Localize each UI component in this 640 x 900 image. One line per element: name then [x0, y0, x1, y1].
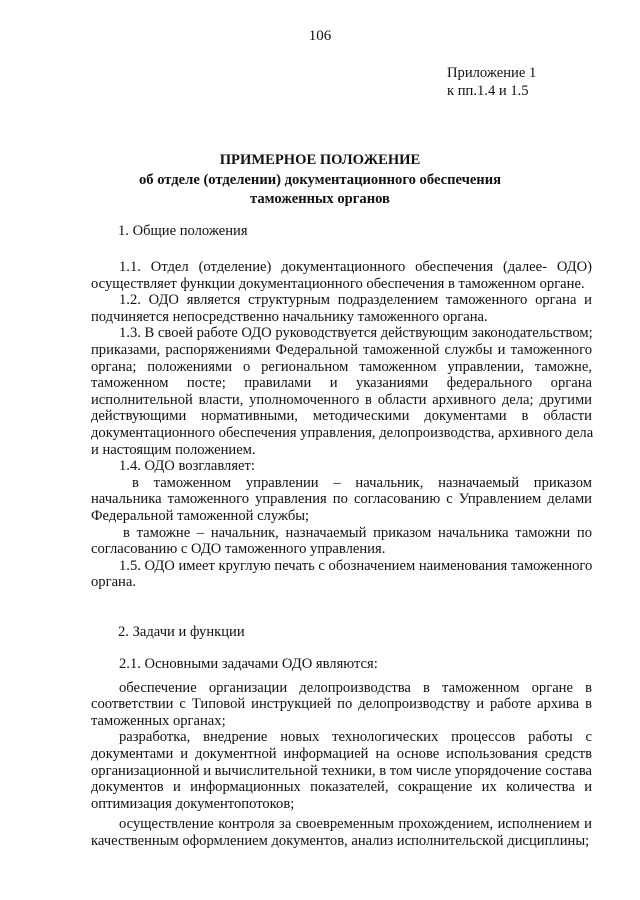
section-1-heading: 1. Общие положения	[118, 223, 248, 239]
paragraph	[91, 656, 592, 673]
paragraph	[91, 292, 592, 325]
section-2-heading: 2. Задачи и функции	[118, 624, 245, 640]
text-line: органа.	[91, 574, 136, 591]
text-line: осуществление контроля за своевременным прохождением, исполнением и	[119, 816, 592, 833]
paragraph	[91, 325, 592, 458]
text-line: 1.4. ОДО возглавляет:	[119, 458, 255, 475]
text-line: 1.2. ОДО является структурным подразделением таможенного органа и	[119, 292, 592, 309]
document-title	[0, 151, 640, 210]
title-line-2: об отделе (отделении) документационного обеспечения	[138, 171, 502, 188]
text-line: таможенных органах;	[91, 712, 226, 729]
paragraph	[91, 475, 592, 525]
text-line: в таможне – начальник, назначаемый приказом начальника таможни по	[123, 524, 592, 541]
title-line-3: таможенных органов	[250, 191, 390, 207]
text-line: разработка, внедрение новых технологических процессов работы с	[119, 729, 592, 746]
text-line: документационного обеспечения управления, делопроизводства, архивного дела	[91, 424, 594, 441]
text-line: документов и информационных показателей, сокращение их количества и	[91, 779, 592, 796]
appendix-line-1: Приложение 1	[447, 65, 537, 81]
paragraph	[91, 558, 592, 591]
paragraph	[91, 680, 592, 730]
text-line: 1.5. ОДО имеет круглую печать с обозначением наименования таможенного	[119, 557, 593, 574]
text-line: органа; положениями о региональном таможенном управлении, таможне,	[91, 358, 592, 375]
text-line: таможенном посте; правилами и указаниями федерального органа	[91, 375, 592, 392]
text-line: действующими нормативными, методическими документами в области	[91, 408, 592, 425]
text-line: организационной и вычислительной техники, в том числе упорядочение состава	[91, 762, 593, 779]
page-number: 106	[308, 28, 332, 44]
paragraph	[91, 259, 592, 292]
text-line: исполнительной власти, уполномоченного в области архивного дела; другими	[91, 391, 592, 408]
paragraph	[91, 729, 592, 812]
text-line: осуществляет функции документационного обеспечения в таможенном органе.	[91, 275, 585, 292]
text-line: 1.1. Отдел (отделение) документационного обеспечения (далее- ОДО)	[119, 259, 592, 275]
text-line: документами и документной информацией на основе использования средств	[91, 745, 592, 762]
paragraph	[91, 525, 592, 558]
section-2-body	[91, 656, 592, 850]
appendix-note	[447, 64, 536, 100]
text-line: в таможенном управлении – начальник, назначаемый приказом	[132, 474, 592, 491]
paragraph	[91, 816, 592, 849]
text-line: обеспечение организации делопроизводства в таможенном органе в	[119, 679, 592, 696]
title-line-1: ПРИМЕРНОЕ ПОЛОЖЕНИЕ	[219, 152, 421, 168]
appendix-line-2: к пп.1.4 и 1.5	[447, 83, 529, 99]
text-line: приказами, распоряжениями Федеральной таможенной службы и таможенного	[91, 341, 592, 358]
text-line: качественным оформлением документов, анализ исполнительской дисциплины;	[91, 832, 590, 849]
text-line: начальника таможенного управления по согласованию с Управлением делами	[91, 491, 592, 508]
text-line: Федеральной таможенной службы;	[91, 507, 310, 524]
text-line: 1.3. В своей работе ОДО руководствуется действующим законодательством;	[119, 325, 593, 342]
text-line: подчиняется непосредственно начальнику таможенного органа.	[91, 308, 488, 325]
text-line: соответствии с Типовой инструкцией по делопроизводству и работе архива в	[91, 696, 592, 713]
text-line: оптимизация документопотоков;	[91, 795, 295, 812]
text-line: согласованию с ОДО таможенного управления.	[91, 541, 386, 558]
text-line: 2.1. Основными задачами ОДО являются:	[119, 656, 378, 672]
paragraph	[91, 458, 592, 475]
section-1-body	[91, 259, 592, 591]
text-line: и настоящим положением.	[91, 441, 256, 458]
